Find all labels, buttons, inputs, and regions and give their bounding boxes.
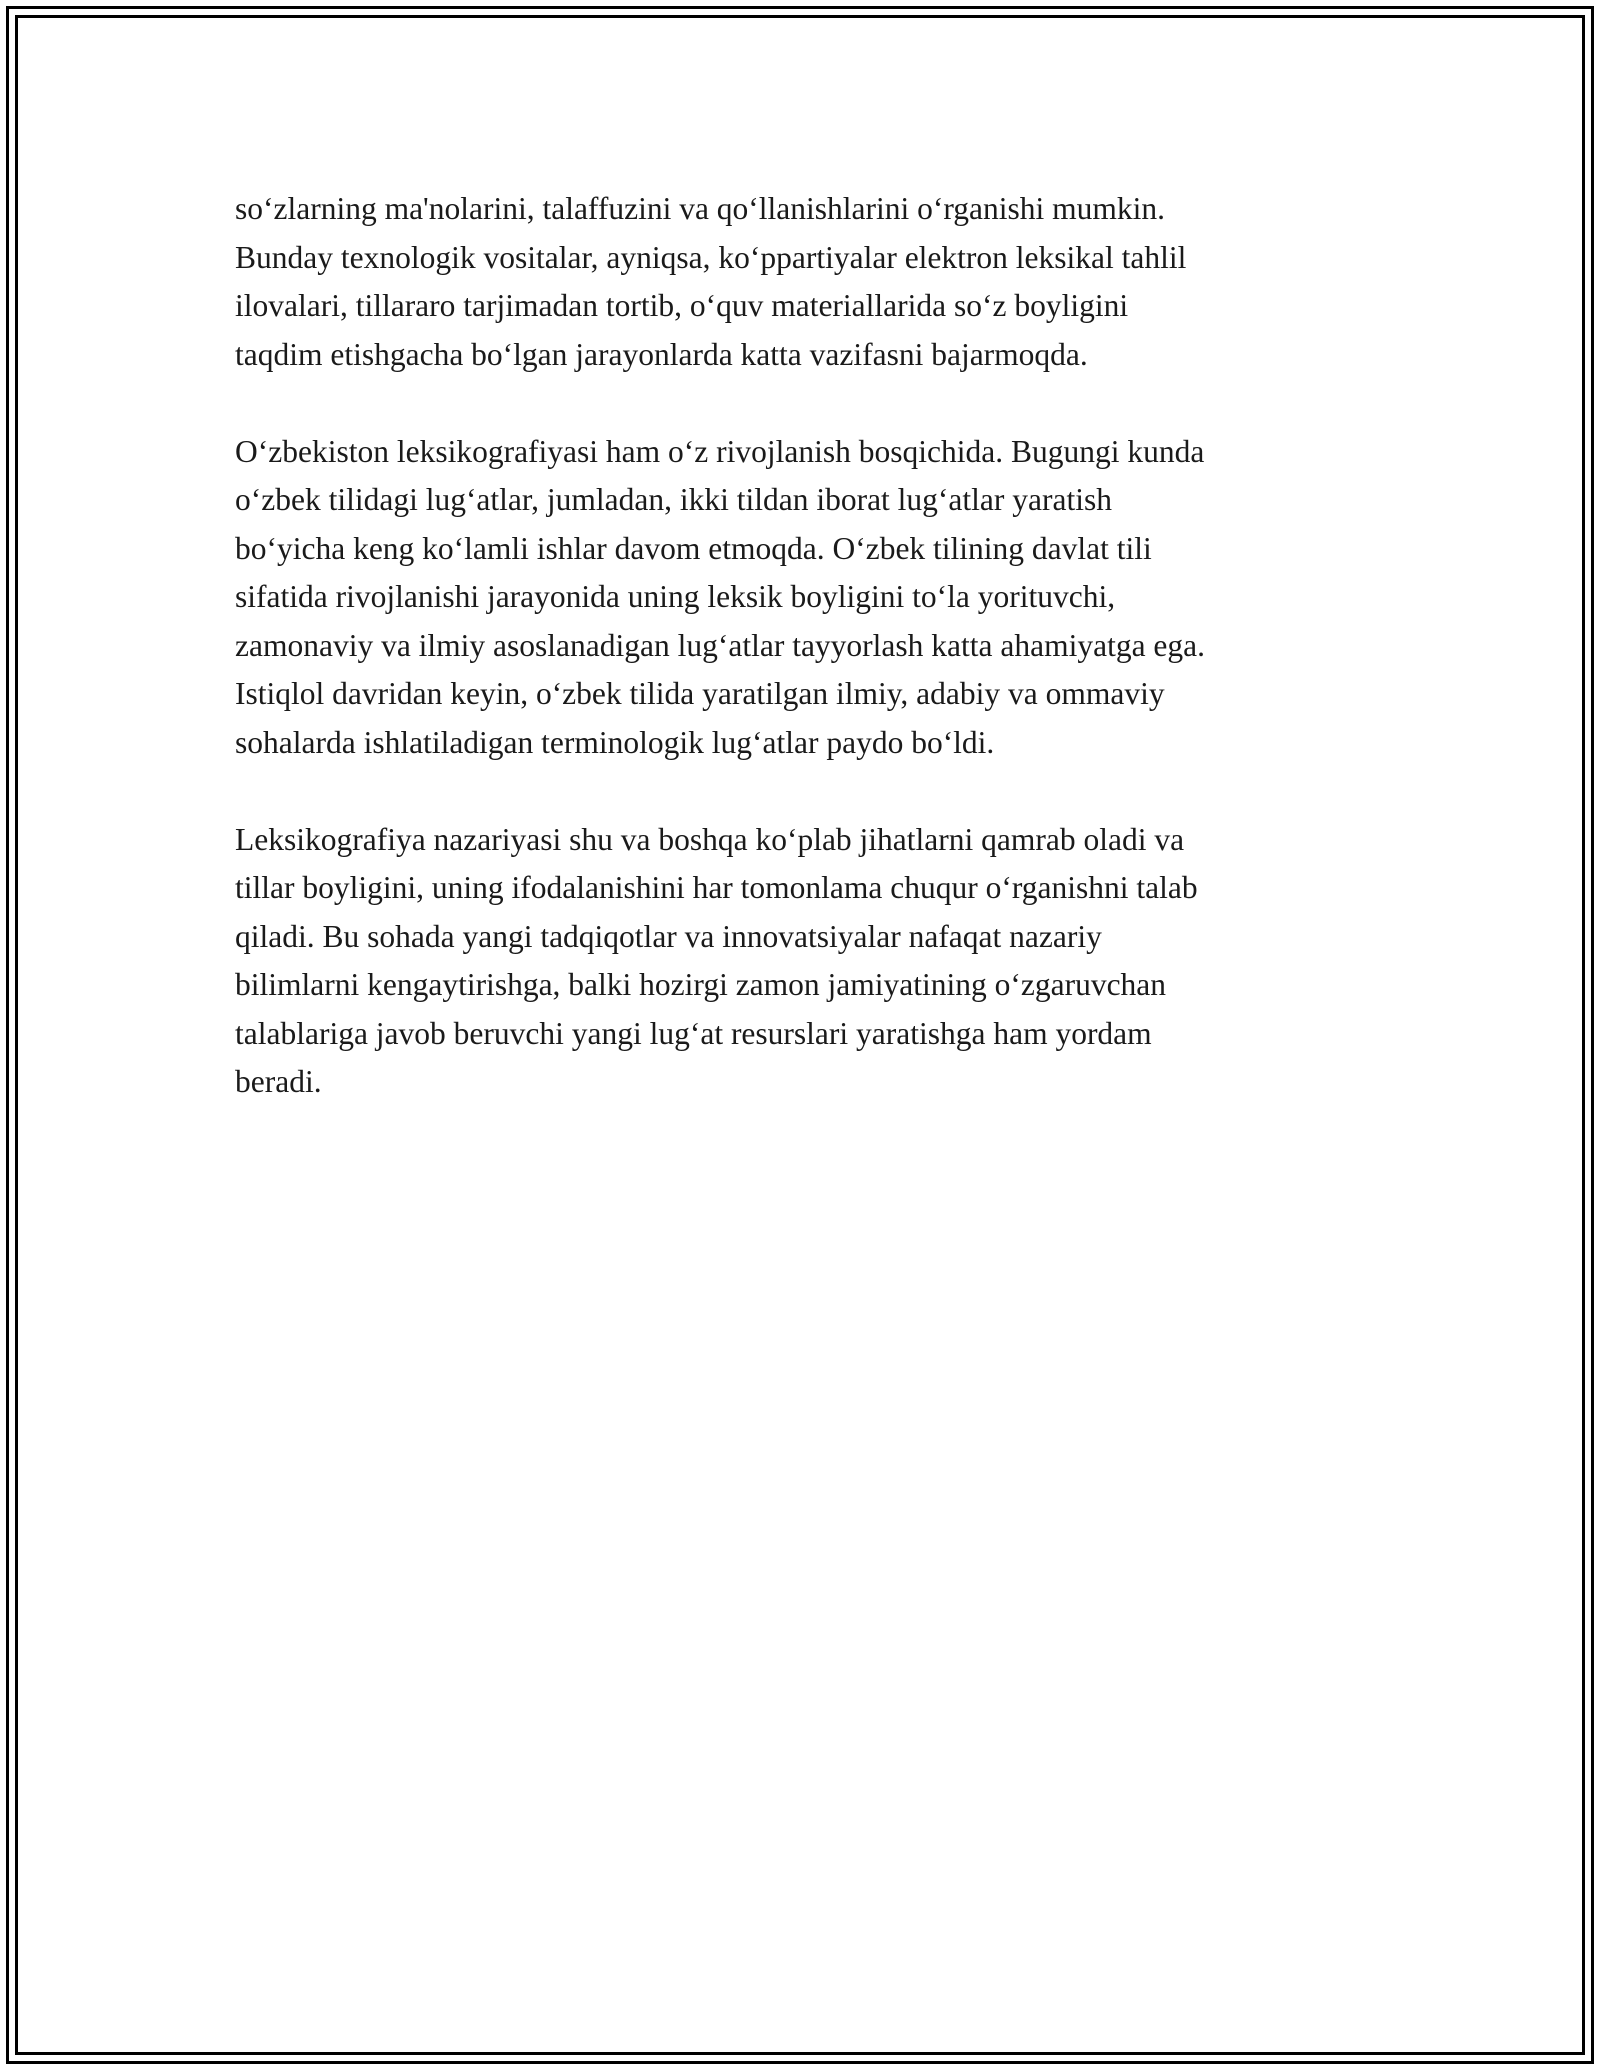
document-body bbox=[235, 185, 1375, 1155]
paragraph-3: Leksikografiya nazariyasi shu va boshqa ko‘plab jihatlarni qamrab oladi va tillar boyligini, uning ifodalanishini har tomonlama chuqur o‘rganishni talab qiladi. Bu sohada yangi tadqiqotlar va innovatsiyalar nafaqat nazariy bilimlarni kengaytirishga, balki hozirgi zamon jamiyatining o‘zgaruvchan talablariga javob beruvchi yangi lug‘at resurslari yaratishga ham yordam beradi. bbox=[235, 821, 1198, 1099]
paragraph-1: so‘zlarning ma'nolarini, talaffuzini va qo‘llanishlarini o‘rganishi mumkin. Bunday texnologik vositalar, ayniqsa, ko‘ppartiyalar elektron leksikal tahlil ilovalari, tillararo tarjimadan tortib, o‘quv materiallarida so‘z boyligini taqdim etishgacha bo‘lgan jarayonlarda katta vazifasni bajarmoqda. bbox=[235, 191, 1187, 372]
paragraph-2: O‘zbekiston leksikografiyasi ham o‘z rivojlanish bosqichida. Bugungi kunda o‘zbek tilidagi lug‘atlar, jumladan, ikki tildan iborat lug‘atlar yaratish bo‘yicha keng ko‘lamli ishlar davom etmoqda. O‘zbek tilining davlat tili sifatida rivojlanishi jarayonida uning leksik boyligini to‘la yorituvchi, zamonaviy va ilmiy asoslanadigan lug‘atlar tayyorlash katta ahamiyatga ega. Istiqlol davridan keyin, o‘zbek tilida yaratilgan ilmiy, adabiy va ommaviy sohalarda ishlatiladigan terminologik lug‘atlar paydo bo‘ldi. bbox=[235, 433, 1206, 760]
